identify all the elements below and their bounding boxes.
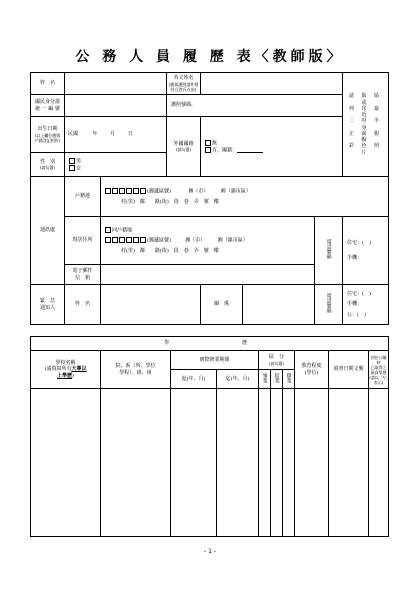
photo-area (343, 73, 389, 177)
residence-address-row-2: 村(里) 鄰 路(街) 段 巷 弄 號 樓 (121, 247, 219, 254)
id-label-1: 國民身分證 (34, 99, 60, 106)
eng-name-label-cell (167, 73, 201, 95)
initial-header-1: 初任公職時 (370, 354, 387, 365)
year-label: 年 (92, 131, 98, 138)
personal-info-table (30, 72, 389, 325)
female-checkbox[interactable] (69, 165, 75, 171)
birth-label-1: 出生日期 (37, 126, 58, 133)
phone-label-cell (315, 217, 343, 285)
postal-box-3 (119, 188, 125, 194)
initial-header-3: 最高學歷 (370, 369, 387, 375)
same-as-household-checkbox[interactable] (105, 227, 111, 233)
gender-male-option[interactable] (69, 158, 166, 165)
month-label: 月 (110, 131, 116, 138)
school-header (31, 351, 101, 389)
school-header-2: (請填寫所有大專以 (44, 366, 87, 373)
degree-entry-field[interactable] (295, 389, 329, 537)
postal-box-5 (133, 188, 139, 194)
emergency-phone-label-cell (315, 285, 343, 325)
graduated-entry-field[interactable] (259, 389, 271, 537)
roc-label: 民國 (68, 131, 79, 138)
degree-header (295, 351, 329, 389)
completed-entry-field[interactable] (271, 389, 283, 537)
foreign-has-option[interactable] (205, 147, 342, 154)
emergency-office-field[interactable]: 公：( ) (347, 311, 366, 318)
degree-header-1: 教育程度 (301, 363, 322, 370)
school-header-bold: 大專以 (71, 366, 87, 373)
id-label-cell (31, 95, 65, 117)
email-label-cell (65, 265, 101, 285)
postal-box-1 (105, 188, 111, 194)
email-label-2: 信 箱 (74, 274, 90, 281)
none-checkbox[interactable] (205, 140, 211, 146)
birth-label-2: (以上欄位應與 (34, 132, 61, 138)
id-number-field[interactable] (65, 95, 167, 117)
relation-label: 關 係 (201, 285, 243, 325)
household-label: 戶籍地 (65, 177, 101, 217)
gender-label: 性 別 (39, 158, 55, 165)
foreign-none-option[interactable] (205, 140, 342, 147)
education-table (30, 336, 389, 537)
status-header (259, 351, 295, 370)
none-label: 無 (212, 140, 218, 147)
to-entry-field[interactable] (217, 389, 259, 537)
gender-options (65, 153, 167, 177)
photo-instruction-2: 列 印 最 近 (348, 105, 383, 118)
household-address-row-2: 村(里) 鄰 路(街) 段 巷 弄 號 樓 (121, 198, 219, 205)
address-row-1-label-2: 縣（市） 鄉（鎮市區） (185, 237, 248, 244)
photo-instruction-1: 請 貼 貼 或 (348, 93, 383, 106)
postal-box-8 (112, 237, 118, 243)
same-as-household-option[interactable] (105, 227, 314, 234)
birth-label-3: 戶籍登記相符) (34, 137, 61, 143)
initial-header-2: 已取得之 (370, 364, 387, 370)
emergency-label-2: 通知人 (39, 304, 55, 311)
gender-label-cell (31, 153, 65, 177)
household-address-field[interactable] (101, 177, 389, 217)
emergency-mobile-field[interactable]: 手機： (347, 301, 363, 308)
postal-box-11 (133, 237, 139, 243)
status-label: 區 分 (268, 354, 284, 361)
department-header-2: 學程）、組、組 (119, 369, 152, 376)
passport-cell (167, 95, 343, 117)
id-label-2: 統 一 編 號 (35, 105, 60, 112)
initial-degree-header (369, 351, 389, 389)
emergency-name-field[interactable] (101, 285, 201, 325)
household-address-row-1 (105, 188, 388, 195)
from-entry-field[interactable] (171, 389, 217, 537)
completed-header: 結業 (271, 370, 283, 389)
postal-label-2: (郵遞區號) (147, 237, 171, 244)
graduated-header: 畢業 (259, 370, 271, 389)
foreign-options (201, 117, 343, 177)
male-label: 男 (76, 158, 82, 165)
residence-address-row-1 (105, 237, 314, 244)
foreign-label-2: (請勾選) (175, 147, 192, 153)
eng-name-note: (應與護照證件相符且姓氏在前) (168, 81, 199, 92)
postal-box-9 (119, 237, 125, 243)
emergency-home-field[interactable]: 住宅：( ) (347, 291, 371, 298)
name-field[interactable] (65, 73, 167, 95)
postal-box-4 (126, 188, 132, 194)
to-header: 迄(年、月) (217, 370, 259, 389)
department-header-1: 院、系（所、學位 (115, 363, 156, 370)
initial-header-note: (請以「V」表示) (369, 374, 388, 385)
postal-label: (郵遞區號) (147, 188, 171, 195)
postal-box-6 (140, 188, 146, 194)
emergency-label-cell (31, 285, 65, 325)
address-label: 通訊處 (31, 177, 65, 285)
education-entry-area (31, 389, 389, 537)
has-country-checkbox[interactable] (205, 147, 211, 153)
department-header (101, 351, 171, 389)
emergency-phone-label: 電話號碼 (325, 293, 332, 314)
postal-box-2 (112, 188, 118, 194)
phone-fields (343, 217, 389, 285)
eng-name-label: 英文姓名 (173, 75, 194, 82)
home-phone-field[interactable]: 住宅：( ) (347, 240, 371, 247)
eng-name-field[interactable] (201, 73, 343, 95)
photo-instruction-4: 正 面 脫 帽 (348, 130, 383, 143)
foreign-label-cell (167, 117, 201, 177)
photo-instruction-5: 彩 色 照 片 (348, 143, 383, 156)
address-row-1-label: 縣（市） 鄉（鎮市區） (188, 188, 251, 195)
residence-address-field[interactable] (101, 217, 315, 265)
male-checkbox[interactable] (69, 158, 75, 164)
photo-instruction-3: 二 吋 半 身 (348, 118, 383, 131)
postal-box-12 (140, 237, 146, 243)
name-label: 姓 名 (31, 73, 65, 95)
school-entry-field[interactable] (31, 389, 101, 537)
page-title: 公 務 人 員 履 歷 表〈教師版〉 (75, 49, 345, 65)
passport-label: 護照號碼: (171, 102, 193, 109)
certificate-header: 證書日期文號 (329, 351, 369, 389)
page-number: - 1 - (204, 548, 216, 555)
birth-date-field[interactable] (65, 117, 167, 153)
same-as-household-label: 同戶籍地 (112, 227, 133, 234)
gender-note: (請勾選) (39, 165, 56, 171)
degree-header-2: (學位) (304, 369, 319, 376)
has-country-label: 有，國籍： (212, 147, 238, 153)
postal-box-10 (126, 237, 132, 243)
certificate-entry-field[interactable] (329, 389, 369, 537)
residence-label: 現居住所 (65, 217, 101, 265)
email-field[interactable] (101, 265, 315, 285)
postal-box-7 (105, 237, 111, 243)
gender-female-option[interactable] (69, 165, 166, 172)
phone-label: 電話號碼 (325, 239, 332, 260)
birth-label-cell (31, 117, 65, 153)
school-header-1: 學校名稱 (55, 360, 76, 367)
school-header-3: 上學歷) (57, 372, 74, 379)
mobile-phone-field[interactable]: 手機： (347, 254, 363, 261)
emergency-phone-fields (343, 285, 389, 325)
day-label: 日 (127, 131, 133, 138)
incomplete-header: 肄業 (283, 370, 295, 389)
email-label-1: 電子郵件 (72, 268, 93, 275)
country-field[interactable] (237, 147, 263, 153)
female-label: 女 (76, 165, 82, 171)
status-note: (請勾選) (268, 360, 285, 366)
initial-degree-entry-field[interactable] (369, 389, 389, 537)
department-entry-field[interactable] (101, 389, 171, 537)
study-period-header: 實際修業期間 (171, 351, 259, 370)
emergency-name-label: 姓 名 (65, 285, 101, 325)
emergency-label-1: 緊 急 (39, 298, 55, 305)
foreign-label-1: 外國國籍 (173, 140, 194, 147)
education-section-header: 學 歷 (31, 337, 389, 351)
from-header: 起(年、月) (171, 370, 217, 389)
incomplete-entry-field[interactable] (283, 389, 295, 537)
relation-field[interactable] (243, 285, 315, 325)
